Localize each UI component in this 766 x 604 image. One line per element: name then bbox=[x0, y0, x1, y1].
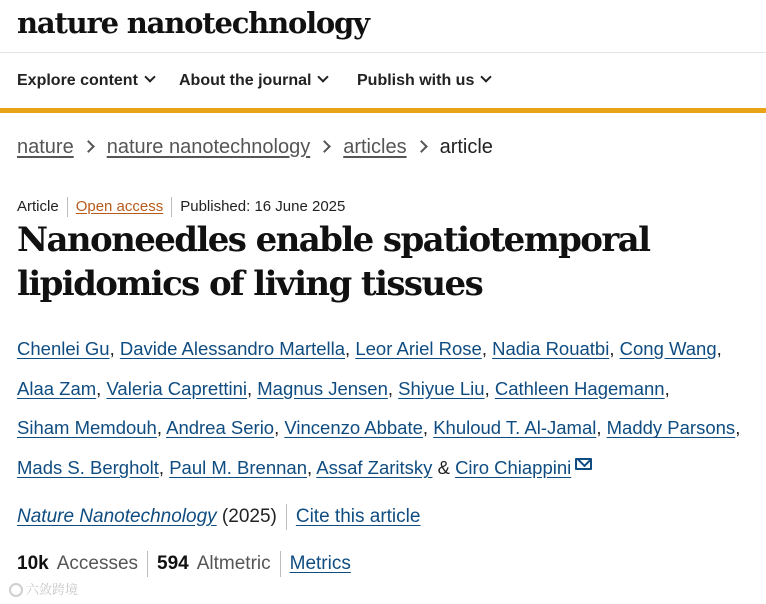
journal-logo[interactable]: nature nanotechnology bbox=[17, 6, 369, 40]
author-link[interactable]: Cathleen Hagemann bbox=[494, 377, 665, 399]
author-link[interactable]: Cong Wang bbox=[619, 338, 717, 359]
breadcrumb bbox=[17, 136, 493, 159]
metrics-row bbox=[17, 551, 351, 577]
author-link[interactable]: Davide Alessandro Martella bbox=[119, 338, 346, 359]
chevron-down-icon bbox=[481, 71, 492, 82]
watermark-text: 六敛跨境 bbox=[26, 583, 79, 598]
main-nav bbox=[0, 53, 766, 113]
accesses-label: Accesses bbox=[56, 553, 139, 575]
author-link[interactable]: Paul M. Brennan bbox=[169, 457, 307, 479]
altmetric-score: 594 bbox=[157, 553, 189, 575]
citation-row bbox=[17, 504, 420, 530]
breadcrumb-link-nature[interactable]: nature bbox=[17, 136, 74, 158]
breadcrumb-link-journal[interactable]: nature nanotechnology bbox=[106, 136, 311, 158]
nav-item-label: Publish with us bbox=[357, 72, 475, 89]
chevron-down-icon bbox=[144, 71, 155, 82]
breadcrumb-current: article bbox=[439, 136, 493, 158]
divider bbox=[147, 551, 148, 577]
nav-item-label: Explore content bbox=[17, 72, 138, 89]
author-link[interactable]: Nadia Rouatbi bbox=[492, 338, 610, 359]
nav-item-label: About the journal bbox=[179, 72, 312, 89]
altmetric-label: Altmetric bbox=[196, 553, 271, 575]
nav-about-journal[interactable] bbox=[179, 72, 327, 90]
author-link[interactable]: Leor Ariel Rose bbox=[355, 338, 482, 359]
chevron-right-icon bbox=[415, 140, 428, 153]
author-list: Chenlei Gu, Davide Alessandro Martella, Leor Ariel Rose, Nadia Rouatbi, Cong Wang, Alaa Zam, Valeria Caprettini, Magnus Jensen, Shiyue Liu, Cathleen Hagemann, Siham Memdouh, Andrea Serio, Vincenzo Abbate, Khuloud T. Al-Jamal, Maddy Parsons, Mads S. Bergholt, Paul M. Brennan, Assaf Zaritsky & Ciro Chiappini bbox=[17, 338, 741, 479]
author-link[interactable]: Alaa Zam bbox=[17, 377, 97, 399]
author-link[interactable]: Magnus Jensen bbox=[257, 377, 388, 399]
author-link[interactable]: Maddy Parsons bbox=[606, 417, 736, 439]
citation-year: (2025) bbox=[221, 506, 277, 528]
chevron-down-icon bbox=[318, 71, 329, 82]
author-joiner: & bbox=[437, 457, 450, 479]
divider bbox=[171, 197, 172, 217]
author-link[interactable]: Siham Memdouh bbox=[17, 417, 157, 439]
watermark bbox=[9, 579, 78, 598]
published-date: Published: 16 June 2025 bbox=[180, 197, 346, 215]
author-link[interactable]: Vincenzo Abbate bbox=[284, 417, 423, 439]
mail-icon[interactable] bbox=[575, 458, 592, 470]
author-link[interactable]: Valeria Caprettini bbox=[106, 377, 247, 399]
chevron-right-icon bbox=[318, 140, 331, 153]
author-link[interactable]: Shiyue Liu bbox=[398, 377, 485, 399]
article-type: Article bbox=[17, 197, 59, 215]
journal-link[interactable]: Nature Nanotechnology bbox=[17, 506, 217, 528]
nav-explore-content[interactable] bbox=[17, 72, 154, 90]
divider bbox=[67, 197, 68, 217]
author-link[interactable]: Ciro Chiappini bbox=[455, 457, 572, 479]
nav-publish-with-us[interactable] bbox=[357, 72, 490, 90]
breadcrumb-link-articles[interactable]: articles bbox=[343, 136, 407, 158]
author-link[interactable]: Assaf Zaritsky bbox=[316, 457, 433, 479]
author-link[interactable]: Khuloud T. Al-Jamal bbox=[433, 417, 597, 439]
cite-article-link[interactable]: Cite this article bbox=[295, 506, 421, 528]
accesses-count: 10k bbox=[17, 553, 49, 575]
article-meta bbox=[17, 197, 345, 217]
author-link[interactable]: Mads S. Bergholt bbox=[17, 457, 159, 479]
author-link[interactable]: Chenlei Gu bbox=[17, 338, 110, 359]
divider bbox=[286, 504, 287, 530]
open-access-link[interactable]: Open access bbox=[75, 197, 164, 215]
masthead bbox=[0, 0, 766, 53]
article-title: Nanoneedles enable spatiotemporal lipidomics of living tissues bbox=[17, 220, 650, 304]
divider bbox=[280, 551, 281, 577]
metrics-link[interactable]: Metrics bbox=[289, 553, 351, 575]
chevron-right-icon bbox=[82, 140, 95, 153]
author-link[interactable]: Andrea Serio bbox=[166, 417, 275, 439]
watermark-logo-icon bbox=[9, 583, 23, 597]
